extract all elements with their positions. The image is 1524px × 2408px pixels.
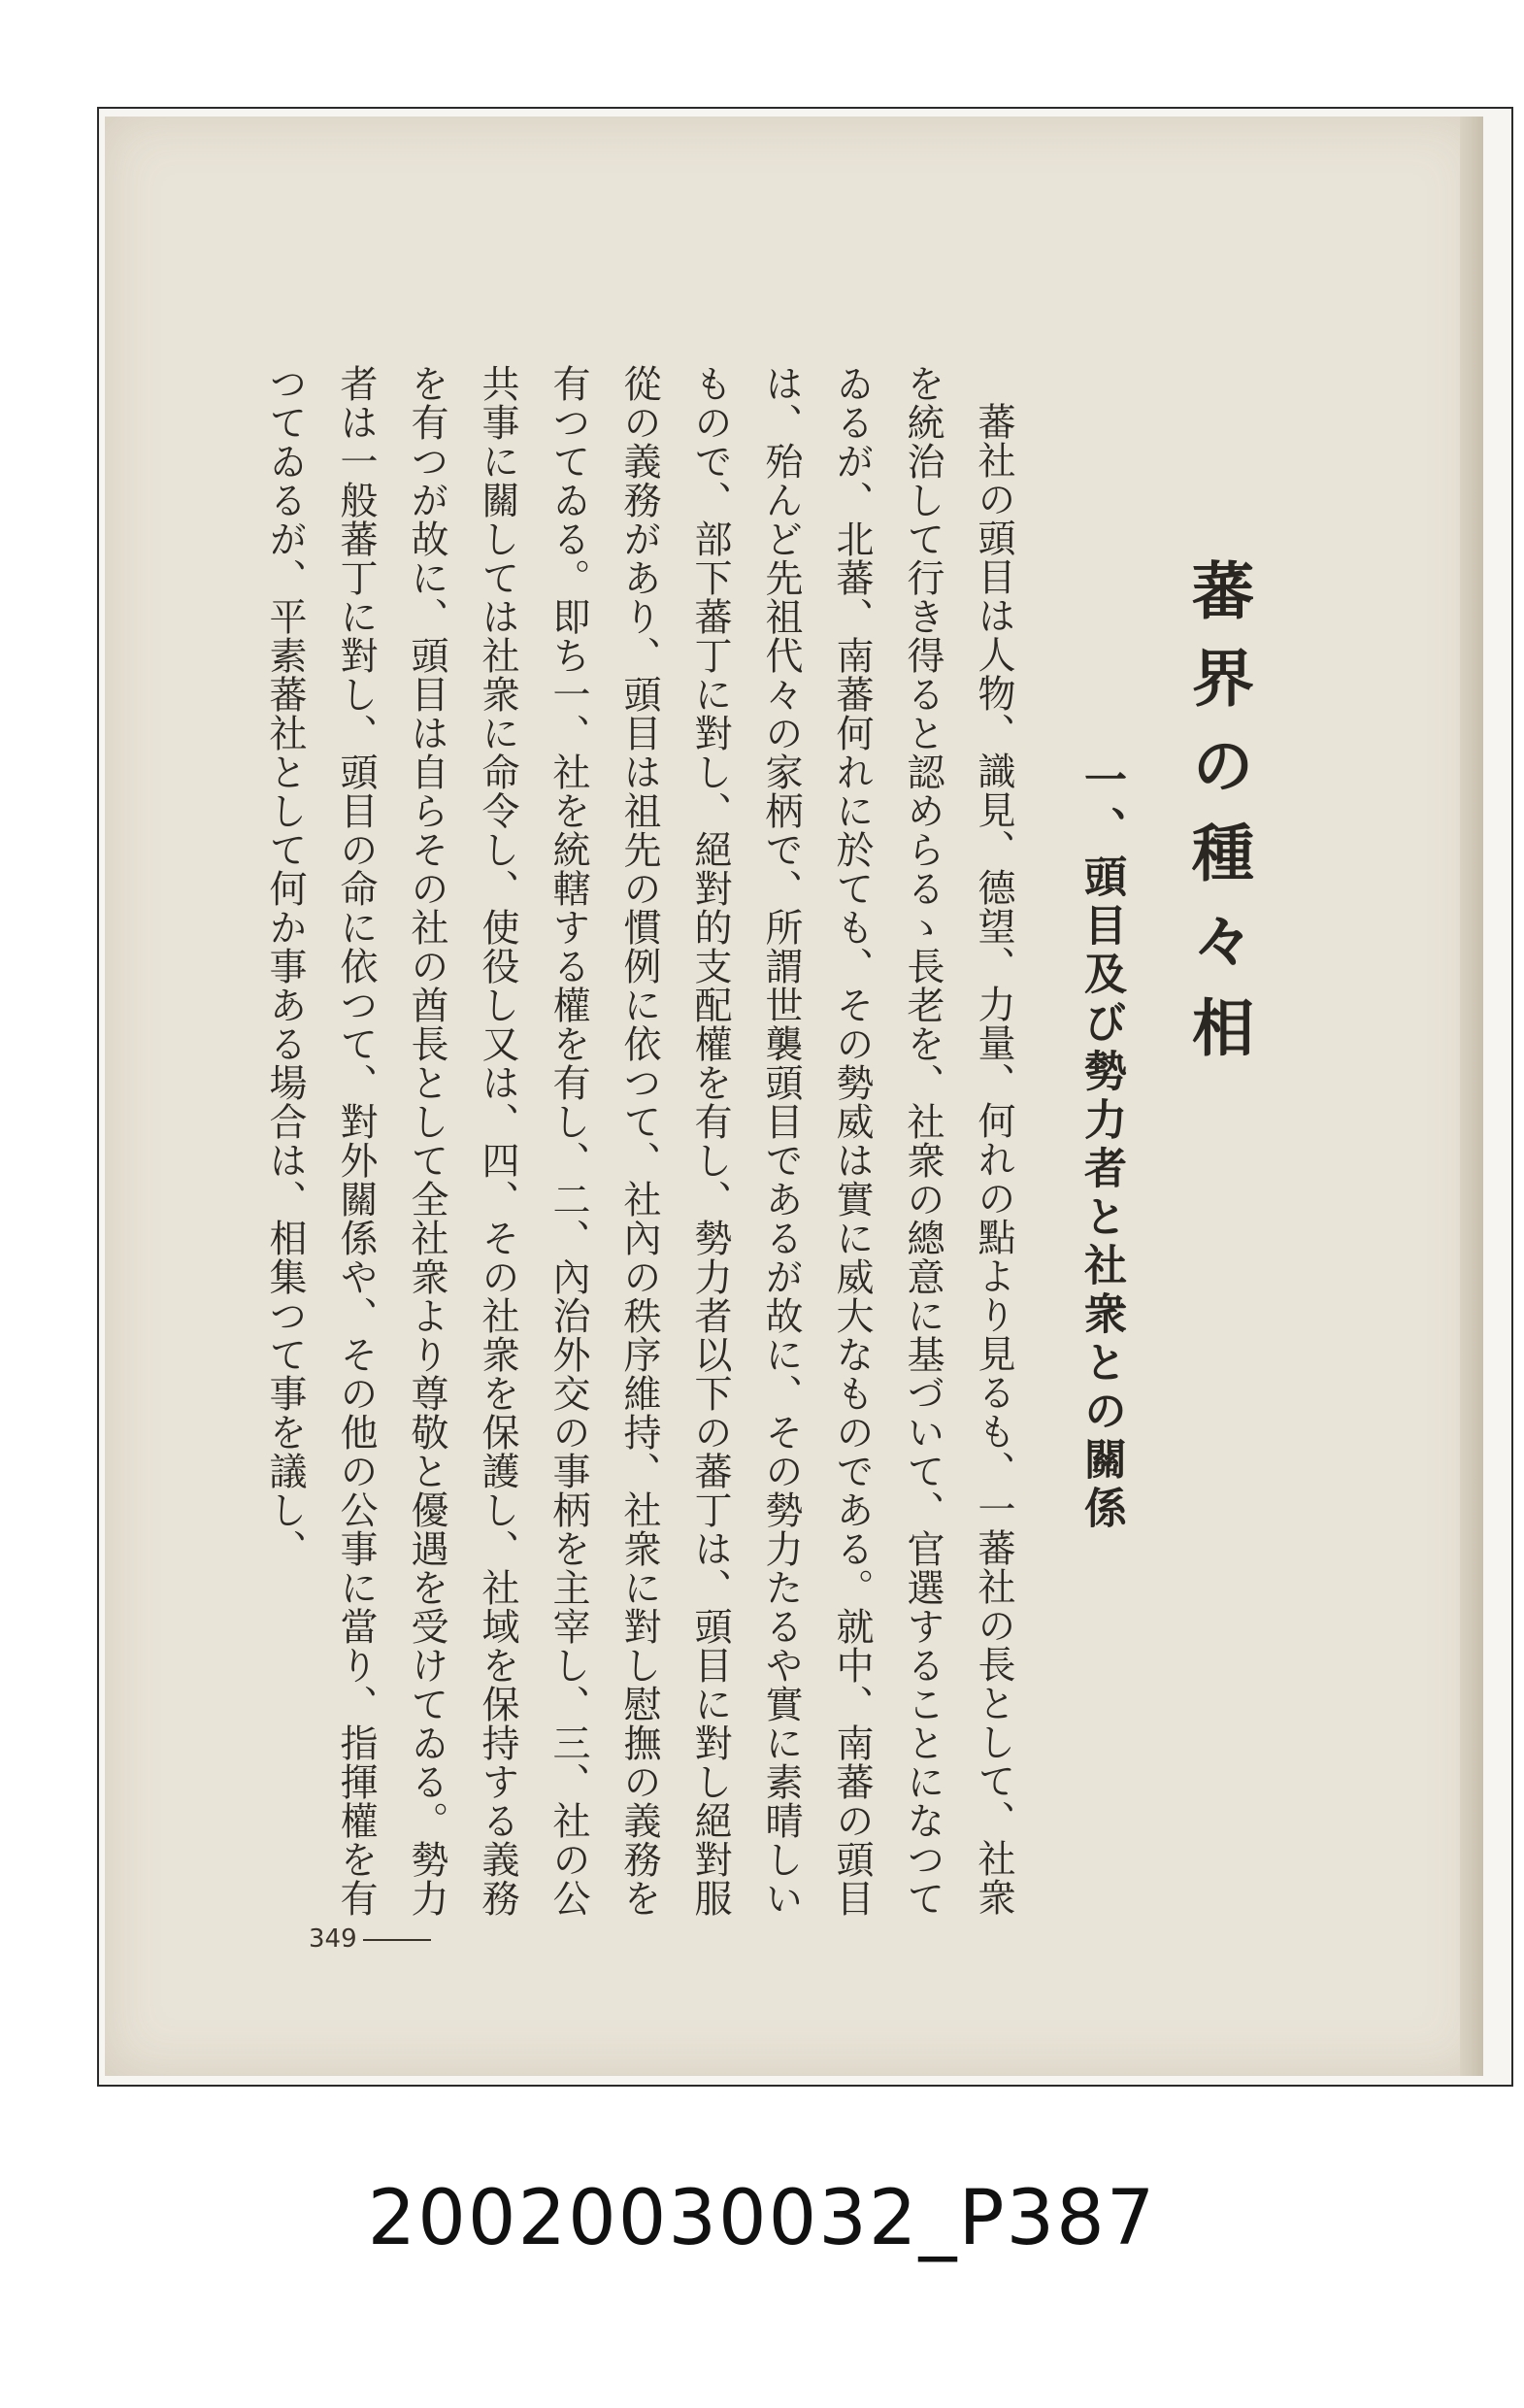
page-title: 蕃界の種々相 [1181,558,1253,1083]
body-paragraph: 蕃社の頭目は人物、識見、德望、力量、何れの點より見るも、一蕃社の長として、社衆を統治して行き得ると認めらるゝ長老を、社衆の總意に基づいて、官選することになつてゐるが、北蕃、南蕃何れに於ても、その勢威は實に威大なものである。就中、南蕃の頭目は、殆んど先祖代々の家柄で、所謂世襲頭目であるが故に、その勢力たるや實に素晴しいもので、部下蕃丁に對し、絕對的支配權を有し、勢力者以下の蕃丁は、頭目に對し絕對服從の義務があり、頭目は祖先の慣例に依つて、社內の秩序維持、社衆に對し慰撫の義務を有つてゐる。即ち一、社を統轄する權を有し、二、內治外交の事柄を主宰し、三、社の公共事に關しては社衆に命令し、使役し又は、四、その社衆を保護し、社域を保持する義務を有つが故に、頭目は自らその社の酋長として全社衆より尊敬と優遇を受けてゐる。勢力者は一般蕃丁に對し、頭目の命に依つて、對外關係や、その他の公事に當り、指揮權を有つてゐるが、平素蕃社として何か事ある場合は、相集つて事を議し、 [263,364,1015,1918]
page-number-rule [363,1939,431,1941]
section-heading: 一、頭目及び勢力者と社衆との關係 [1077,757,1126,1534]
page-edge [1460,117,1483,2076]
page-number-value: 349 [309,1924,357,1954]
body-text [262,364,1029,1947]
image-id-caption: 20020030032_P387 [367,2175,1157,2262]
page-number [309,1924,431,1954]
